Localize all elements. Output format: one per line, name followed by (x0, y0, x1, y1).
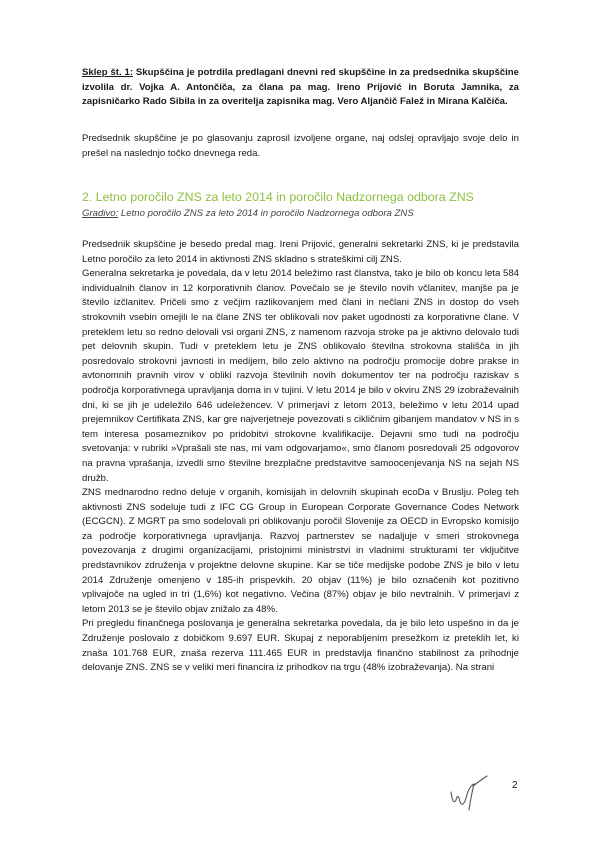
section-heading: 2. Letno poročilo ZNS za leto 2014 in poročilo Nadzornega odbora ZNS (82, 190, 474, 204)
paragraph: Predsednik skupščine je besedo predal mag. Ireni Prijović, generalni sekretarki ZNS, ki je predstavila Letno poročilo za leto 2014 in aktivnosti ZNS skladno s strateškimi cilj ZNS. (82, 239, 519, 265)
body-paragraphs (82, 238, 519, 676)
paragraph: ZNS mednarodno redno deluje v organih, komisijah in delovnih skupinah ecoDa v Bruslju. Poleg teh aktivnosti ZNS sodeluje tudi z IFC CG Group in European Corporate Governance Codes Network (ECGCN). Z MGRT pa smo sodelovali pri oblikovanju poročil Slovenije za OECD in Evropsko komisijo za področje korporativnega upravljanja. Razvoj partnerstev se nadaljuje v smeri strokovnega povezovanja z drugimi organizacijami, pristojnimi ministrstvi in vladnimi strukturami ter vključitve predstavnikov združenja v projektne delovne skupine. Kar se tiče medijske podobe ZNS je bilo v letu 2014 Združenje omenjeno v 185-ih prispevkih. 20 objav (11%) je bilo označenih kot pozitivno vplivajoče na ugled in tri (1,6%) kot negativno. Večina (87%) objav je bilo nevtralnih. V primerjavi z letom 2013 se je število objav znižalo za 48%. (82, 487, 519, 615)
paragraph: Generalna sekretarka je povedala, da v letu 2014 beležimo rast članstva, tako je bilo ob koncu leta 584 individualnih članov in 12 korporativnih članov. Povečalo se je število novih včlanitev, manjše pa je število izčlanitev. Pričeli smo z večjim razlikovanjem med člani in nečlani ZNS in dostop do vseh strokovnih vsebin omejili le na člane ZNS ter oblikovali nov paket ugodnosti za korporativne člane. V preteklem letu so redno delovali vsi organi ZNS, z namenom razvoja stroke pa je aktivno delovalo tudi pet delovnih skupin. Tudi v preteklem letu je ZNS oblikovalo številna strokovna stališča in jih posredovalo strokovni javnosti in medijem, bilo zelo aktivno na področju promocije dobre prakse in avtonomnih pravnih virov v obliki razvoja številnih novih dokumentov ter na področju raziskav s področja korporativnega upravljanja doma in v tujini. V letu 2014 je bilo v okviru ZNS 29 izobraževalnih dni, ki se jih je udeležilo 646 udeležencev. V primerjavi z letom 2013, beležimo v letu 2014 upad prejemnikov Certifikata ZNS, kar gre najverjetneje povezovati s cikličnim gibanjem mandatov v NS in s tem interesa posameznikov po pridobitvi strokovne kvalifikacije. Dejavni smo tudi na področju svetovanja: v rubriki »Vprašali ste nas, mi vam odgovarjamo«, smo članom posredovali 25 odgovorov na pravna vprašanja, izvedli smo številne brezplačne predstavitve samoocenjevanja NS na sejah NS družb. (82, 268, 519, 484)
page-number: 2 (512, 780, 518, 791)
resolution-text: Skupščina je potrdila predlagani dnevni red skupščine in za predsednika skupščine izvolila dr. Vojka A. Antončiča, za člana pa mag. Ireno Prijović in Boruta Jamnika, za zapisničarko Rado Sibila in za overitelja zapisnika mag. Vero Aljančič Falež in Mirana Kalčiča. (82, 67, 520, 108)
intro-text: Predsednik skupščine je po glasovanju zaprosil izvoljene organe, naj odslej opravljajo svoje delo in prešel na naslednjo točko dnevnega reda. (82, 133, 519, 159)
paragraph: Pri pregledu finančnega poslovanja je generalna sekretarka povedala, da je bilo leto uspešno in da je Združenje poslovalo z dobičkom 9.697 EUR. Skupaj z neporabljenim presežkom iz preteklih let, ki znaša 101.768 EUR, znaša rezerva 111.465 EUR in predstavlja finančno stabilnost za prihodnje delovanje ZNS. ZNS se v veliki meri financira iz prihodkov na trgu (48% izobraževanja). Na strani (82, 618, 519, 674)
material-line (82, 208, 522, 219)
material-text: Letno poročilo ZNS za leto 2014 in poročilo Nadzornega odbora ZNS (118, 208, 414, 219)
resolution-paragraph (82, 66, 519, 110)
resolution-label: Sklep št. 1: (82, 67, 134, 78)
intro-paragraph (82, 132, 519, 161)
handwritten-signature (447, 772, 493, 814)
material-label: Gradivo: (82, 208, 119, 219)
